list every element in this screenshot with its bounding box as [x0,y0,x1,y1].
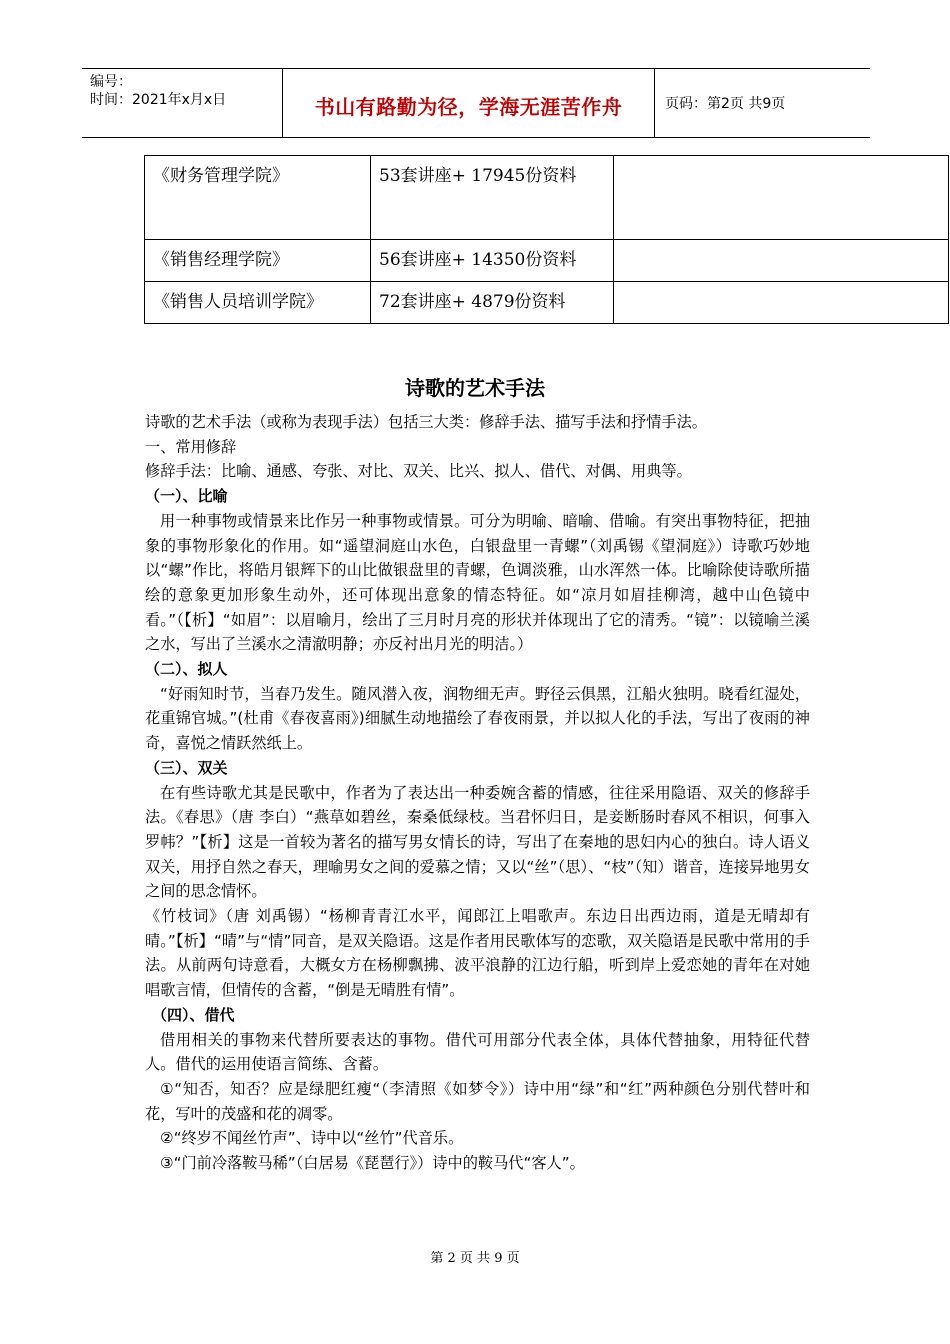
table-cell-note [614,156,949,240]
table-cell-name: 《销售人员培训学院》 [145,282,371,324]
header-page-label: 页码：第2页 共9页 [665,96,786,112]
table-cell-note [614,282,949,324]
header-motto-cell [283,69,655,137]
subsection-heading-metonymy: （四）、借代 [152,1005,235,1024]
article-intro: 诗歌的艺术手法（或称为表现手法）包括三大类：修辞手法、描写手法和抒情手法。 [145,413,707,431]
paragraph-metaphor: 用一种事物或情景来比作另一种事物或情景。可分为明喻、暗喻、借喻。有突出事物特征，把抽象的事物形象化的作用。如“遥望洞庭山水色，白银盘里一青螺”（刘禹锡《望洞庭》）诗歌巧妙地以“螺”作比，将皓月银辉下的山比做银盘里的青螺，色调淡雅，山水浑然一体。比喻除使诗歌所描绘的意象更加形象生动外，还可体现出意象的情态特征。如“凉月如眉挂柳湾，越中山色镜中看。”（【析】“如眉”：以眉喻月，绘出了三月时月亮的形状并体现出了它的清秀。“镜”：以镜喻兰溪之水，写出了兰溪水之清澈明静；亦反衬出月光的明洁。） [145,511,810,654]
article-body [145,410,810,1176]
table-cell-desc: 53套讲座+ 17945份资料 [371,156,614,240]
table-cell-note [614,240,949,282]
page-header [82,68,870,138]
table-row [145,282,949,324]
resource-table [144,155,949,324]
subsection-heading-personification: （二）、拟人 [145,660,228,679]
subsection-heading-metaphor: （一）、比喻 [145,487,228,506]
example-item: ①“知否，知否？应是绿肥红瘦“（李清照《如梦令》）诗中用“绿”和“红”两种颜色分别代替叶和花，写叶的茂盛和花的凋零。 [145,1079,810,1123]
table-cell-desc: 56套讲座+ 14350份资料 [371,240,614,282]
table-row [145,156,949,240]
section-heading: 一、常用修辞 [145,437,237,456]
paragraph-metonymy: 借用相关的事物来代替所要表达的事物。借代可用部分代表全体，具体代替抽象，用特征代替人。借代的运用使语言简练、含蓄。 [145,1030,810,1074]
table-cell-name: 《销售经理学院》 [145,240,371,282]
table-cell-name: 《财务管理学院》 [145,156,371,240]
doc-time-label: 时间：2021年x月x日 [90,92,227,108]
table-cell-desc: 72套讲座+ 4879份资料 [371,282,614,324]
example-item: ②“终岁不闻丝竹声”、诗中以“丝竹”代音乐。 [160,1129,464,1148]
header-meta-cell [82,69,283,137]
rhetoric-list: 修辞手法：比喻、通感、夸张、对比、双关、比兴、拟人、借代、对偶、用典等。 [145,462,692,481]
header-page-cell [655,69,870,137]
doc-code-label: 编号： [90,74,132,90]
subsection-heading-pun: （三）、双关 [145,758,228,777]
paragraph-pun-example: 《竹枝词》（唐 刘禹锡）“杨柳青青江水平，闻郎江上唱歌声。东边日出西边雨，道是无晴却有晴。”【析】“晴”与“情”同音，是双关隐语。这是作者用民歌体写的恋歌，双关隐语是民歌中常用的手法。从前两句诗意看，大概女方在杨柳飘拂、波平浪静的江边行船，听到岸上爱恋她的青年在对她唱歌言情，但情传的含蓄，“倒是无晴胜有情”。 [145,907,810,1000]
paragraph-personification: “好雨知时节，当春乃发生。随风潜入夜，润物细无声。野径云俱黑，江船火独明。晓看红湿处，花重锦官城。”(杜甫《春夜喜雨》)细腻生动地描绘了春夜雨景，并以拟人化的手法，写出了夜雨的神奇，喜悦之情跃然纸上。 [145,684,810,753]
table-row [145,240,949,282]
example-item: ③“门前冷落鞍马稀”（白居易《琵琶行》）诗中的鞍马代“客人”。 [160,1154,585,1173]
header-motto: 书山有路勤为径，学海无涯苦作舟 [314,95,623,119]
page-footer: 第 2 页 共 9 页 [430,1251,520,1266]
article-title: 诗歌的艺术手法 [405,376,545,400]
paragraph-pun: 在有些诗歌尤其是民歌中，作者为了表达出一种委婉含蓄的情感，往往采用隐语、双关的修辞手法。《春思》（唐 李白）“燕草如碧丝，秦桑低绿枝。当君怀归日，是妾断肠时春风不相识，何事入罗帏？”【析】这是一首较为著名的描写男女情长的诗，写出了在秦地的思妇内心的独白。诗人语义双关，用抒自然之春天，理喻男女之间的爱慕之情；又以“丝”（思）、“枝”（知）谐音，连接异地男女之间的思念情怀。 [145,783,810,901]
